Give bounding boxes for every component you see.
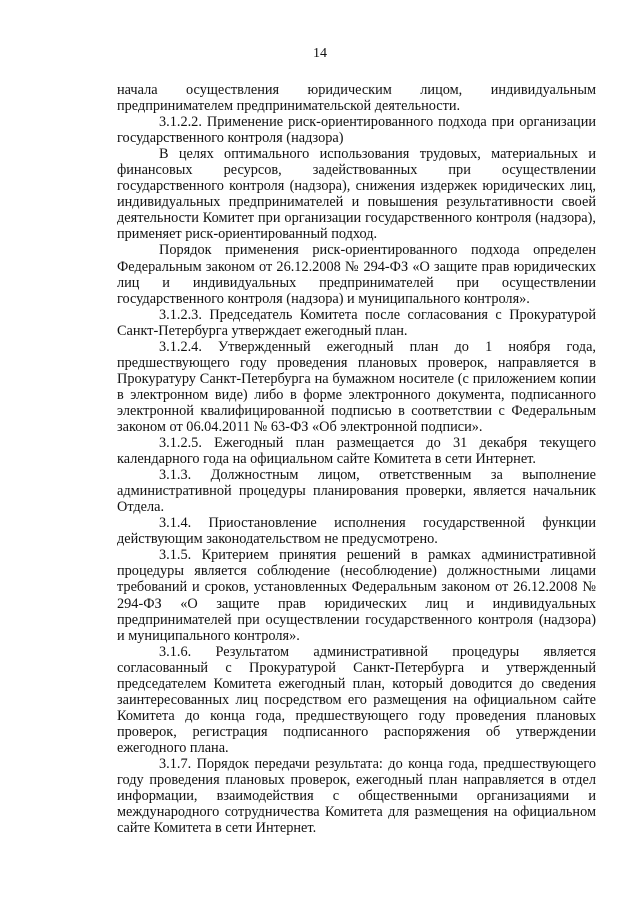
paragraph-3-1-4: 3.1.4. Приостановление исполнения государственной функции действующим законодательством не предусмотрено.: [117, 515, 596, 548]
paragraph-3-1-2-3: 3.1.2.3. Председатель Комитета после согласования с Прокуратурой Санкт-Петербурга утверждает ежегодный план.: [117, 306, 596, 339]
paragraph-continuation: начала осуществления юридическим лицом, индивидуальным предпринимателем предпринимательской деятельности.: [117, 82, 596, 115]
paragraph-3-1-3: 3.1.3. Должностным лицом, ответственным за выполнение административной процедуры планирования проверки, является начальник Отдела.: [117, 467, 596, 516]
paragraph-3-1-7: 3.1.7. Порядок передачи результата: до конца года, предшествующего году проведения плановых проверок, ежегодный план направляется в отдел информации, взаимодействия с общественными организациями и международного сотрудничества Комитета для размещения на официальном сайте Комитета в сети Интернет.: [117, 755, 596, 837]
paragraph-risk-purpose: В целях оптимального использования трудовых, материальных и финансовых ресурсов, задействованных при осуществлении государственного контроля (надзора), снижения издержек юридических лиц, индивидуальных предпринимателей и повышения результативности своей деятельности Комитет при организации государственного контроля (надзора), применяет риск-ориентированный подход.: [117, 146, 596, 243]
paragraph-3-1-2-4: 3.1.2.4. Утвержденный ежегодный план до 1 ноября года, предшествующего году проведения плановых проверок, направляется в Прокуратуру Санкт-Петербурга на бумажном носителе (с приложением копии в электронном виде) либо в форме электронного документа, подписанного электронной квалифицированной подписью в соответствии с Федеральным законом от 06.04.2011 № 63-ФЗ «Об электронной подписи».: [117, 338, 596, 435]
paragraph-3-1-2-5: 3.1.2.5. Ежегодный план размещается до 31 декабря текущего календарного года на официальном сайте Комитета в сети Интернет.: [117, 435, 596, 468]
page-number: 14: [313, 46, 327, 61]
paragraph-3-1-6: 3.1.6. Результатом административной процедуры является согласованный с Прокуратурой Санкт-Петербурга и утвержденный председателем Комитета ежегодный план, который доводится до сведения заинтересованных лиц посредством его размещения на официальном сайте Комитета до конца года, предшествующего году проведения плановых проверок, регистрация подписанного распоряжения об утверждении ежегодного плана.: [117, 643, 596, 756]
paragraph-3-1-5: 3.1.5. Критерием принятия решений в рамках административной процедуры является соблюдение (несоблюдение) должностными лицами требований и сроков, установленных Федеральным законом от 26.12.2008 № 294-ФЗ «О защите прав юридических лиц и индивидуальных предпринимателей при осуществлении государственного контроля (надзора) и муниципального контроля».: [117, 547, 596, 644]
document-body: [117, 82, 596, 836]
paragraph-3-1-2-2: 3.1.2.2. Применение риск-ориентированного подхода при организации государственного контроля (надзора): [117, 114, 596, 147]
paragraph-risk-procedure: Порядок применения риск-ориентированного подхода определен Федеральным законом от 26.12.2008 № 294-ФЗ «О защите прав юридических лиц и индивидуальных предпринимателей при осуществлении государственного контроля (надзора) и муниципального контроля».: [117, 242, 596, 307]
